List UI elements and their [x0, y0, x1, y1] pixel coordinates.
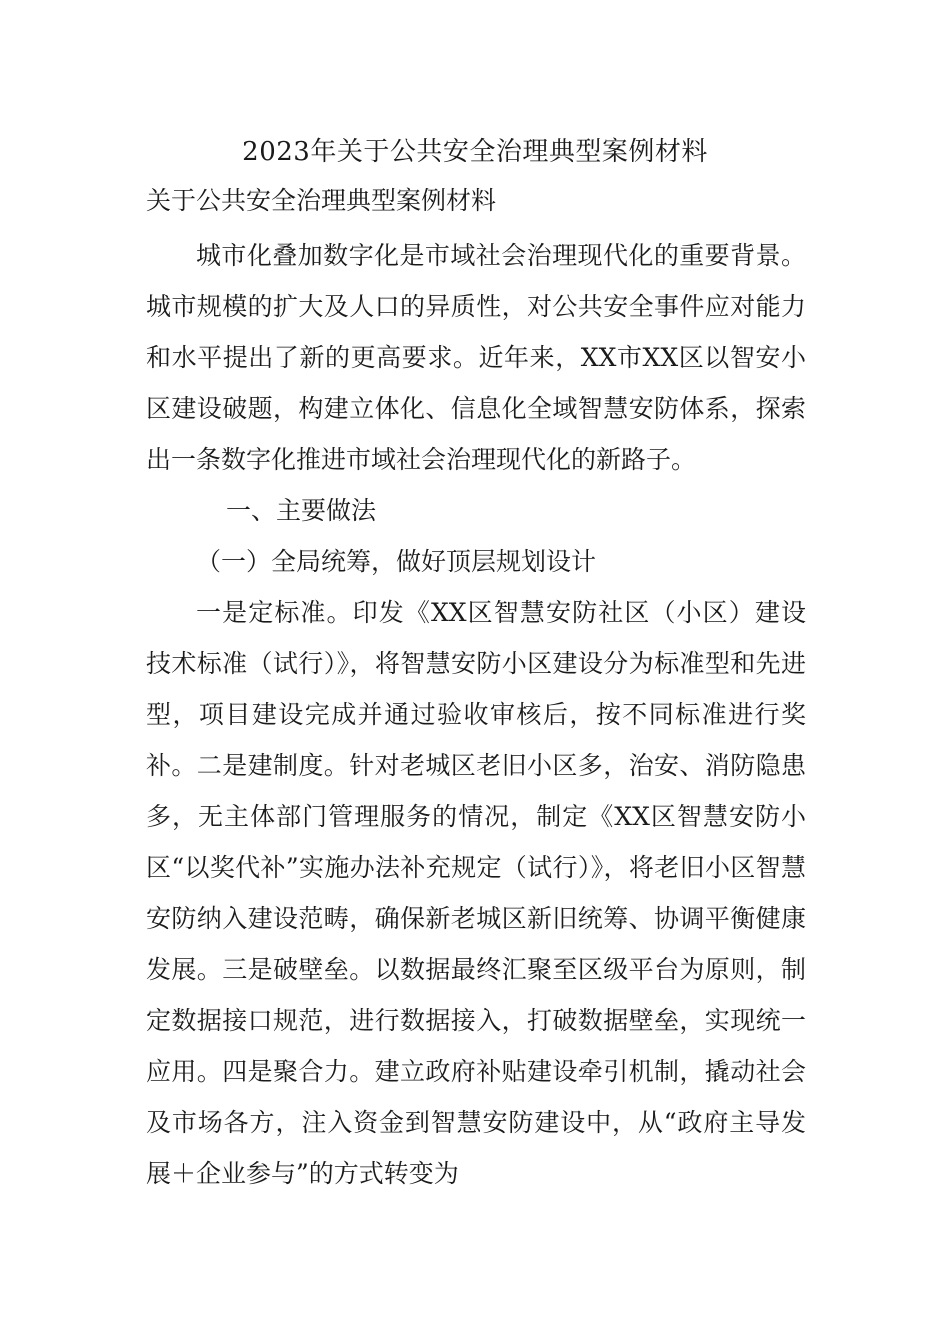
body-paragraph: 一是定标准。印发《XX区智慧安防社区（小区）建设技术标准（试行）》，将智慧安防小区建设分为标准型和先进型，项目建设完成并通过验收审核后，按不同标准进行奖补。二是建制度。针对老城区老旧小区多，治安、消防隐患多，无主体部门管理服务的情况，制定《XX区智慧安防小区“以奖代补”实施办法补充规定（试行）》，将老旧小区智慧安防纳入建设范畴，确保新老城区新旧统筹、协调平衡健康发展。三是破壁垒。以数据最终汇聚至区级平台为原则，制定数据接口规范，进行数据接入，打破数据壁垒，实现统一应用。四是聚合力。建立政府补贴建设牵引机制，撬动社会及市场各方，注入资金到智慧安防建设中，从“政府主导发展＋企业参与”的方式转变为 — [146, 598, 806, 1188]
subsection-heading: （一）全局统筹，做好顶层规划设计 — [196, 547, 597, 576]
document-title: 2023年关于公共安全治理典型案例材料 — [242, 137, 708, 167]
intro-paragraph: 城市化叠加数字化是市域社会治理现代化的重要背景。城市规模的扩大及人口的异质性，对公共安全事件应对能力和水平提出了新的更高要求。近年来，XX市XX区以智安小区建设破题，构建立体化、信息化全域智慧安防体系，探索出一条数字化推进市域社会治理现代化的新路子。 — [146, 241, 806, 474]
document-subtitle: 关于公共安全治理典型案例材料 — [146, 186, 497, 215]
section-heading: 一、主要做法 — [226, 496, 377, 525]
document-body — [146, 230, 806, 1199]
